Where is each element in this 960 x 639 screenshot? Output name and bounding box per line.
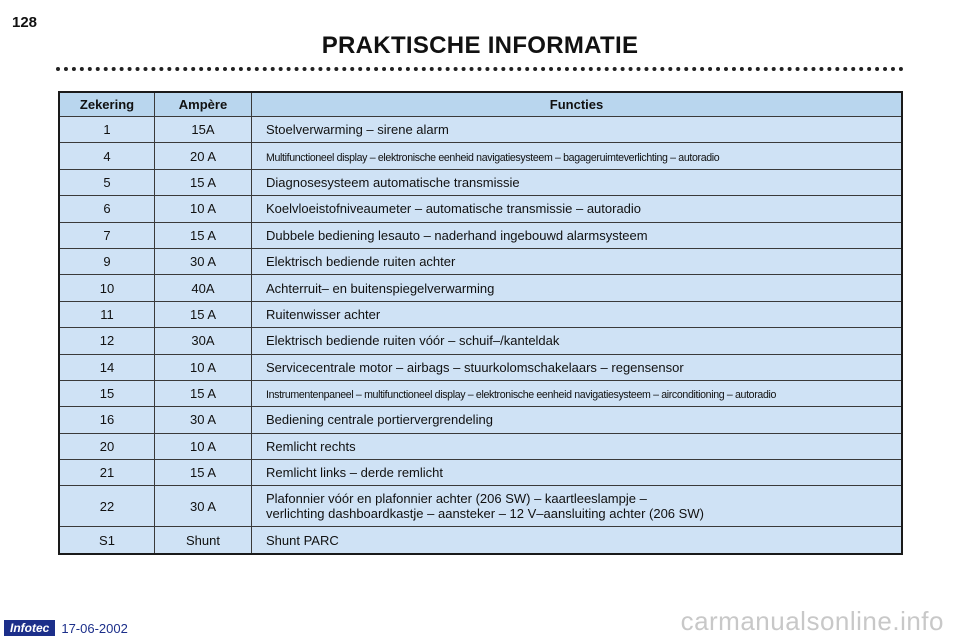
table-row xyxy=(59,354,902,380)
fuse-function-cell xyxy=(252,380,903,406)
fuse-ampere-cell: 10 A xyxy=(155,354,252,380)
fuse-number-cell: 20 xyxy=(59,433,155,459)
page-number: 128 xyxy=(12,14,38,31)
fuse-number-cell: 11 xyxy=(59,301,155,327)
fuse-function-text: Dubbele bediening lesauto – naderhand ingebouwd alarmsysteem xyxy=(266,227,648,243)
fuse-ampere-cell: Shunt xyxy=(155,527,252,554)
fuse-ampere-cell: 30 A xyxy=(155,407,252,433)
fuse-function-cell xyxy=(252,354,903,380)
fuse-ampere-cell: 15 A xyxy=(155,169,252,195)
fuse-number-cell: 15 xyxy=(59,380,155,406)
table-row xyxy=(59,196,902,222)
fuse-function-cell xyxy=(252,275,903,301)
fuse-function-text: Ruitenwisser achter xyxy=(266,306,381,322)
table-row xyxy=(59,433,902,459)
fuse-ampere-cell: 30A xyxy=(155,328,252,354)
fuse-function-text: Diagnosesysteem automatische transmissie xyxy=(266,174,520,190)
header-zekering: Zekering xyxy=(59,92,155,117)
fuse-ampere-cell: 20 A xyxy=(155,143,252,169)
fuse-ampere-cell: 30 A xyxy=(155,248,252,274)
fuse-function-text: Stoelverwarming – sirene alarm xyxy=(266,122,449,138)
table-header-row xyxy=(59,92,902,117)
table-row xyxy=(59,275,902,301)
fuse-number-cell: 4 xyxy=(59,143,155,169)
fuse-number-cell: 5 xyxy=(59,169,155,195)
fuse-number-cell: 12 xyxy=(59,328,155,354)
watermark: carmanualsonline.info xyxy=(680,606,944,636)
fuse-number-cell: 16 xyxy=(59,407,155,433)
table-row xyxy=(59,248,902,274)
infotec-logo: Infotec xyxy=(4,620,55,636)
fuse-number-cell: 10 xyxy=(59,275,155,301)
fuse-number-cell: 14 xyxy=(59,354,155,380)
fuse-ampere-cell: 15 A xyxy=(155,460,252,486)
fuse-function-cell xyxy=(252,117,903,143)
fuse-function-cell xyxy=(252,407,903,433)
fuse-function-cell xyxy=(252,433,903,459)
fuse-function-cell xyxy=(252,196,903,222)
table-row xyxy=(59,380,902,406)
header-ampere: Ampère xyxy=(155,92,252,117)
fuse-table xyxy=(58,91,903,555)
fuse-number-cell: 22 xyxy=(59,486,155,527)
fuse-function-text: Remlicht links – derde remlicht xyxy=(266,465,444,481)
fuse-number-cell: 9 xyxy=(59,248,155,274)
fuse-number-cell: 7 xyxy=(59,222,155,248)
fuse-function-text: Achterruit– en buitenspiegelverwarming xyxy=(266,280,495,296)
fuse-function-cell xyxy=(252,169,903,195)
fuse-ampere-cell: 10 A xyxy=(155,196,252,222)
fuse-function-text: Shunt PARC xyxy=(266,532,339,548)
fuse-function-cell xyxy=(252,328,903,354)
table-row xyxy=(59,222,902,248)
table-row xyxy=(59,328,902,354)
fuse-function-cell xyxy=(252,486,903,527)
fuse-ampere-cell: 30 A xyxy=(155,486,252,527)
fuse-ampere-cell: 15 A xyxy=(155,222,252,248)
fuse-function-text: Servicecentrale motor – airbags – stuurkolomschakelaars – regensensor xyxy=(266,359,684,375)
fuse-number-cell: 21 xyxy=(59,460,155,486)
fuse-ampere-cell: 15A xyxy=(155,117,252,143)
table-row xyxy=(59,169,902,195)
fuse-ampere-cell: 10 A xyxy=(155,433,252,459)
fuse-function-text: Remlicht rechts xyxy=(266,438,356,454)
fuse-function-text: Instrumentenpaneel – multifunctioneel display – elektronische eenheid navigatiesysteem – airconditioning – autoradio xyxy=(266,389,777,402)
header-functies: Functies xyxy=(252,92,903,117)
table-row xyxy=(59,527,902,554)
fuse-number-cell: 1 xyxy=(59,117,155,143)
fuse-function-text: Elektrisch bediende ruiten achter xyxy=(266,254,456,270)
fuse-function-text: Bediening centrale portiervergrendeling xyxy=(266,412,493,428)
fuse-function-text: Plafonnier vóór en plafonnier achter (206 SW) – kaartleeslampje – verlichting dashboardkastje – aansteker – 12 V–aansluiting achter (206 SW) xyxy=(266,491,704,522)
fuse-function-cell xyxy=(252,222,903,248)
fuse-function-text: Multifunctioneel display – elektronische eenheid navigatiesysteem – bagageruimteverlichting – autoradio xyxy=(266,151,720,164)
fuse-function-cell xyxy=(252,143,903,169)
fuse-number-cell: S1 xyxy=(59,527,155,554)
footer-badge xyxy=(4,620,128,636)
fuse-function-cell xyxy=(252,248,903,274)
fuse-ampere-cell: 40A xyxy=(155,275,252,301)
fuse-function-text: Koelvloeistofniveaumeter – automatische transmissie – autoradio xyxy=(266,201,642,217)
fuse-function-cell xyxy=(252,527,903,554)
page-title: PRAKTISCHE INFORMATIE xyxy=(321,32,639,59)
fuse-function-text: Elektrisch bediende ruiten vóór – schuif–/kanteldak xyxy=(266,333,560,349)
table-row xyxy=(59,407,902,433)
table-row xyxy=(59,301,902,327)
fuse-function-cell xyxy=(252,460,903,486)
fuse-number-cell: 6 xyxy=(59,196,155,222)
fuse-ampere-cell: 15 A xyxy=(155,301,252,327)
table-row xyxy=(59,486,902,527)
table-row xyxy=(59,117,902,143)
fuse-ampere-cell: 15 A xyxy=(155,380,252,406)
footer-date: 17-06-2002 xyxy=(61,620,128,636)
dotted-divider xyxy=(56,67,904,71)
table-row xyxy=(59,460,902,486)
fuse-function-cell xyxy=(252,301,903,327)
table-row xyxy=(59,143,902,169)
fuse-table-body xyxy=(59,117,902,554)
